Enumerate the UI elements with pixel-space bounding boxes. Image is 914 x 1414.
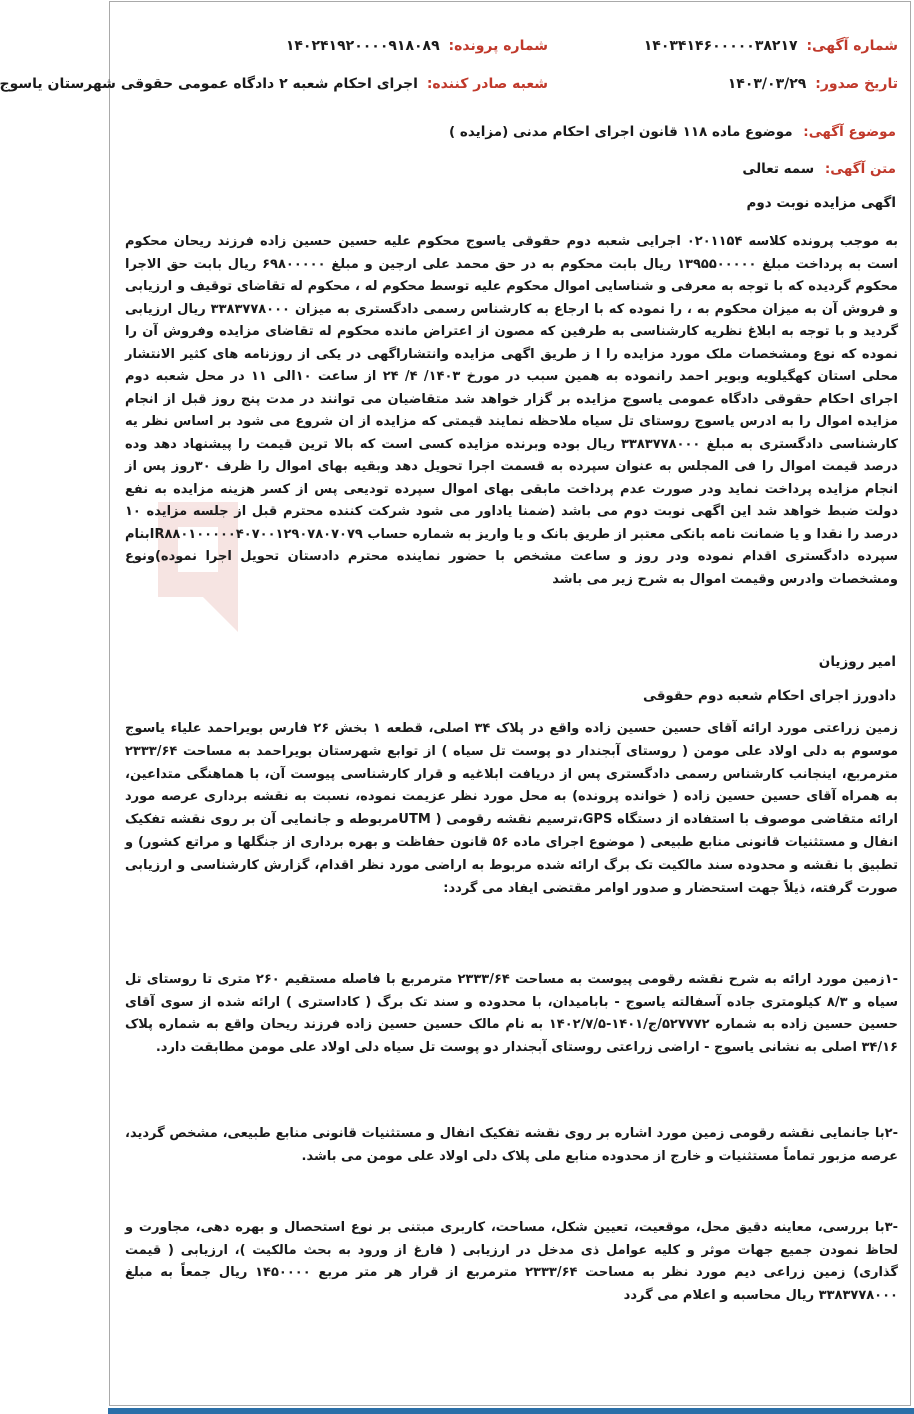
notice-frame xyxy=(0,1,911,1406)
notice-headline: اگهی مزایده نوبت دوم xyxy=(746,195,896,211)
signer-role: دادورز اجرای احکام شعبه دوم حقوقی xyxy=(642,688,896,704)
ad-subject-label: موضوع آگهی: xyxy=(803,124,896,140)
issue-date xyxy=(728,74,898,94)
issuing-branch xyxy=(0,74,548,94)
case-number-value: ۱۴۰۲۴۱۹۲۰۰۰۰۹۱۸۰۸۹ xyxy=(285,38,440,54)
issue-date-label: تاریخ صدور: xyxy=(815,76,898,92)
ad-text-label: متن آگهی: xyxy=(824,161,896,177)
issuing-branch-value: اجرای احکام شعبه ۲ دادگاه عمومی حقوقی شهرستان یاسوج xyxy=(0,76,418,92)
ad-subject xyxy=(449,122,896,142)
footer-strip xyxy=(108,1408,914,1414)
ad-number-label: شماره آگهی: xyxy=(806,38,898,54)
signer-name: امیر روزیان xyxy=(818,654,896,670)
property-description: زمین زراعتی مورد ارائه آقای حسین حسین زاده واقع در پلاک ۳۴ اصلی، قطعه ۱ بخش ۲۶ فارس بویراحمد علیاء یاسوج موسوم به دلی اولاد علی مومن ( روستای آبجندار دو پوست تل سیاه ) از توابع شهرستان بویراحمد به مساحت ۲۳۳۳/۶۴ مترمربع، اینجانب کارشناس رسمی دادگستری پس از دریافت ابلاغیه و قرار کارشناسی پیوست آن، با هماهنگی متداعین، به همراه آقای حسین حسین زاده ( خوانده پرونده) به محل مورد نظر عزیمت نموده، نسبت به نقشه برداری عرصه مورد ارائه متقاضی موصوف با استفاده از دستگاه GPS،ترسیم نقشه رقومی ( UTMمربوطه و جانمایی آن بر روی نقشه تفکیک انفال و مستثنیات قانونی منابع طبیعی ( موضوع اجرای ماده ۵۶ قانون حفاظت و بهره برداری از جنگلها و مراتع کشور) و تطبیق با نقشه و محدوده سند مالکیت تک برگ ارائه شده مربوط به اراضی مورد نظر اقدام، گزارش کارشناسی و ارزیابی صورت گرفته، ذیلاً جهت استحضار و صدور اوامر مقتضی ایفاد می گردد: xyxy=(125,721,899,896)
case-number xyxy=(286,36,548,56)
auction-main-paragraph: به موجب پرونده کلاسه ۰۲۰۱۱۵۴ اجرایی شعبه دوم حقوقی یاسوج محکوم علیه حسین حسین زاده فرزند ریحان محکوم است به پرداخت مبلغ ۱۳۹۵۵۰۰۰۰۰ ریال بابت محکوم به در حق محمد علی ارجین و مبلغ ۶۹۸۰۰۰۰۰ ریال بابت حق الاجرا محکوم گردیده که با توجه به معرفی و شناسایی اموال محکوم علیه توسط محکوم له ، محکوم له تقاضای توقیف و ارزیابی و فروش آن به میزان محکوم به ، را نموده که با ارجاع به کارشناس رسمی دادگستری به میزان ۳۳۸۳۷۷۸۰۰۰ ریال ارزیابی گردید و با توجه به ابلاغ نظریه کارشناسی به طرفین که مصون از اعتراض مانده محکوم له تقاضای مزایده وفروش آن را نموده که نوع ومشخصات ملک مورد مزایده را ا ز طریق اگهی مزایده وانتشاراگهی در یکی از روزنامه های کثیر الانتشار محلی استان کهگیلویه وبویر احمد رانموده به همین سبب در مورخ ۱۴۰۳/ ۴/ ۲۴ از ساعت ۱۰الی ۱۱ در محل شعبه دوم اجرای احکام حقوقی دادگاه عمومی یاسوج مزایده بر گزار خواهد شد متقاضیان می توانند در مدت پنج روز قبل از انجام مزایده اموال را به ادرس یاسوج روستای تل سیاه ملاحظه نمایند قیمتی که مزایده از ان شروع می شود بر اساس نظر یه کارشناسی دادگستری به مبلغ ۳۳۸۳۷۷۸۰۰۰ ریال بوده وبرنده مزایده کسی است که بالا ترین قیمت را پیشنهاد دهد وده درصد قیمت اموال را فی المجلس به عنوان سپرده به قسمت اجرا تحویل دهد وبقیه بهای اموال را ظرف ۳۰روز پس از انجام مزایده پرداخت نماید ودر صورت عدم پرداخت مابقی بهای اموال سپرده تودیعی پس از کسر هزینه مزایده به نفع دولت ضبط خواهد شد این اگهی نوبت دوم می باشد (ضمنا یاداور می شود شرکت کننده محترم قبل از جلسه مزایده ۱۰ درصد را نقدا و یا ضمانت نامه بانکی معتبر از طریق بانک و یا واریز به شماره حساب IR۸۸۰۱۰۰۰۰۰۴۰۷۰۰۱۲۹۰۷۸۰۷۰۷۹بنام سپرده دادگستری اقدام نموده ودر روز و ساعت مشخص با حضور نماینده محترم دادستان تحویل اجرا نموده)ونوع ومشخصات وادرس وقیمت اموال به شرح زیر می باشد xyxy=(125,234,899,587)
ad-text xyxy=(742,159,896,179)
ad-number xyxy=(644,36,898,56)
report-item-1: -۱زمین مورد ارائه به شرح نقشه رقومی پیوست به مساحت ۲۳۳۳/۶۴ مترمربع با فاصله مستقیم ۲۶۰ متری تا روستای تل سیاه و ۸/۳ کیلومتری جاده آسفالته یاسوج - بابامیدان، با محدوده و سند تک برگ ( کاداستری ) ارائه شده از سوی آقای حسین حسین زاده به شماره ۵۲۷۷۷۲/ج/۱۴۰۱-۱۴۰۲/۷/۵ به نام مالک حسین حسین زاده فرزند ریحان واقع به شماره پلاک ۳۴/۱۶ اصلی به نشانی یاسوج - اراضی زراعتی روستای آبجندار دو پوست تل سیاه دلی اولاد علی مومن مطابقت دارد. xyxy=(125,972,898,1055)
report-item-2: -۲با جانمایی نقشه رقومی زمین مورد اشاره بر روی نقشه تفکیک انفال و مستثنیات قانونی منابع طبیعی، مشخص گردید، عرصه مزبور تماماً مستثنیات و خارج از محدوده منابع ملی پلاک دلی اولاد علی مومن می باشد. xyxy=(125,1126,898,1164)
ad-subject-value: موضوع ماده ۱۱۸ قانون اجرای احکام مدنی (مزایده ) xyxy=(449,124,793,140)
issuing-branch-label: شعبه صادر کننده: xyxy=(426,76,548,92)
case-number-label: شماره پرونده: xyxy=(448,38,548,54)
issue-date-value: ۱۴۰۳/۰۳/۲۹ xyxy=(727,76,807,92)
report-item-3: -۳با بررسی، معاینه دقیق محل، موقعیت، تعیین شکل، مساحت، کاربری مبتنی بر نوع استحصال و بهره دهی، مجاورت و لحاظ نمودن جمیع جهات موثر و کلیه عوامل ذی مدخل در ارزیابی ( فارغ از ورود به بحث مالکیت )، ارزیابی ( قیمت گذاری) زمین زراعی دیم مورد نظر به مساحت ۲۳۳۳/۶۴ مترمربع از قرار هر متر مربع ۱۴۵۰۰۰۰ ریال جمعاً به مبلغ ۳۳۸۳۷۷۸۰۰۰ ریال محاسبه و اعلام می گردد xyxy=(125,1220,898,1303)
ad-text-value: سمه تعالی xyxy=(742,161,815,177)
ad-number-value: ۱۴۰۳۴۱۴۶۰۰۰۰۰۳۸۲۱۷ xyxy=(643,38,798,54)
